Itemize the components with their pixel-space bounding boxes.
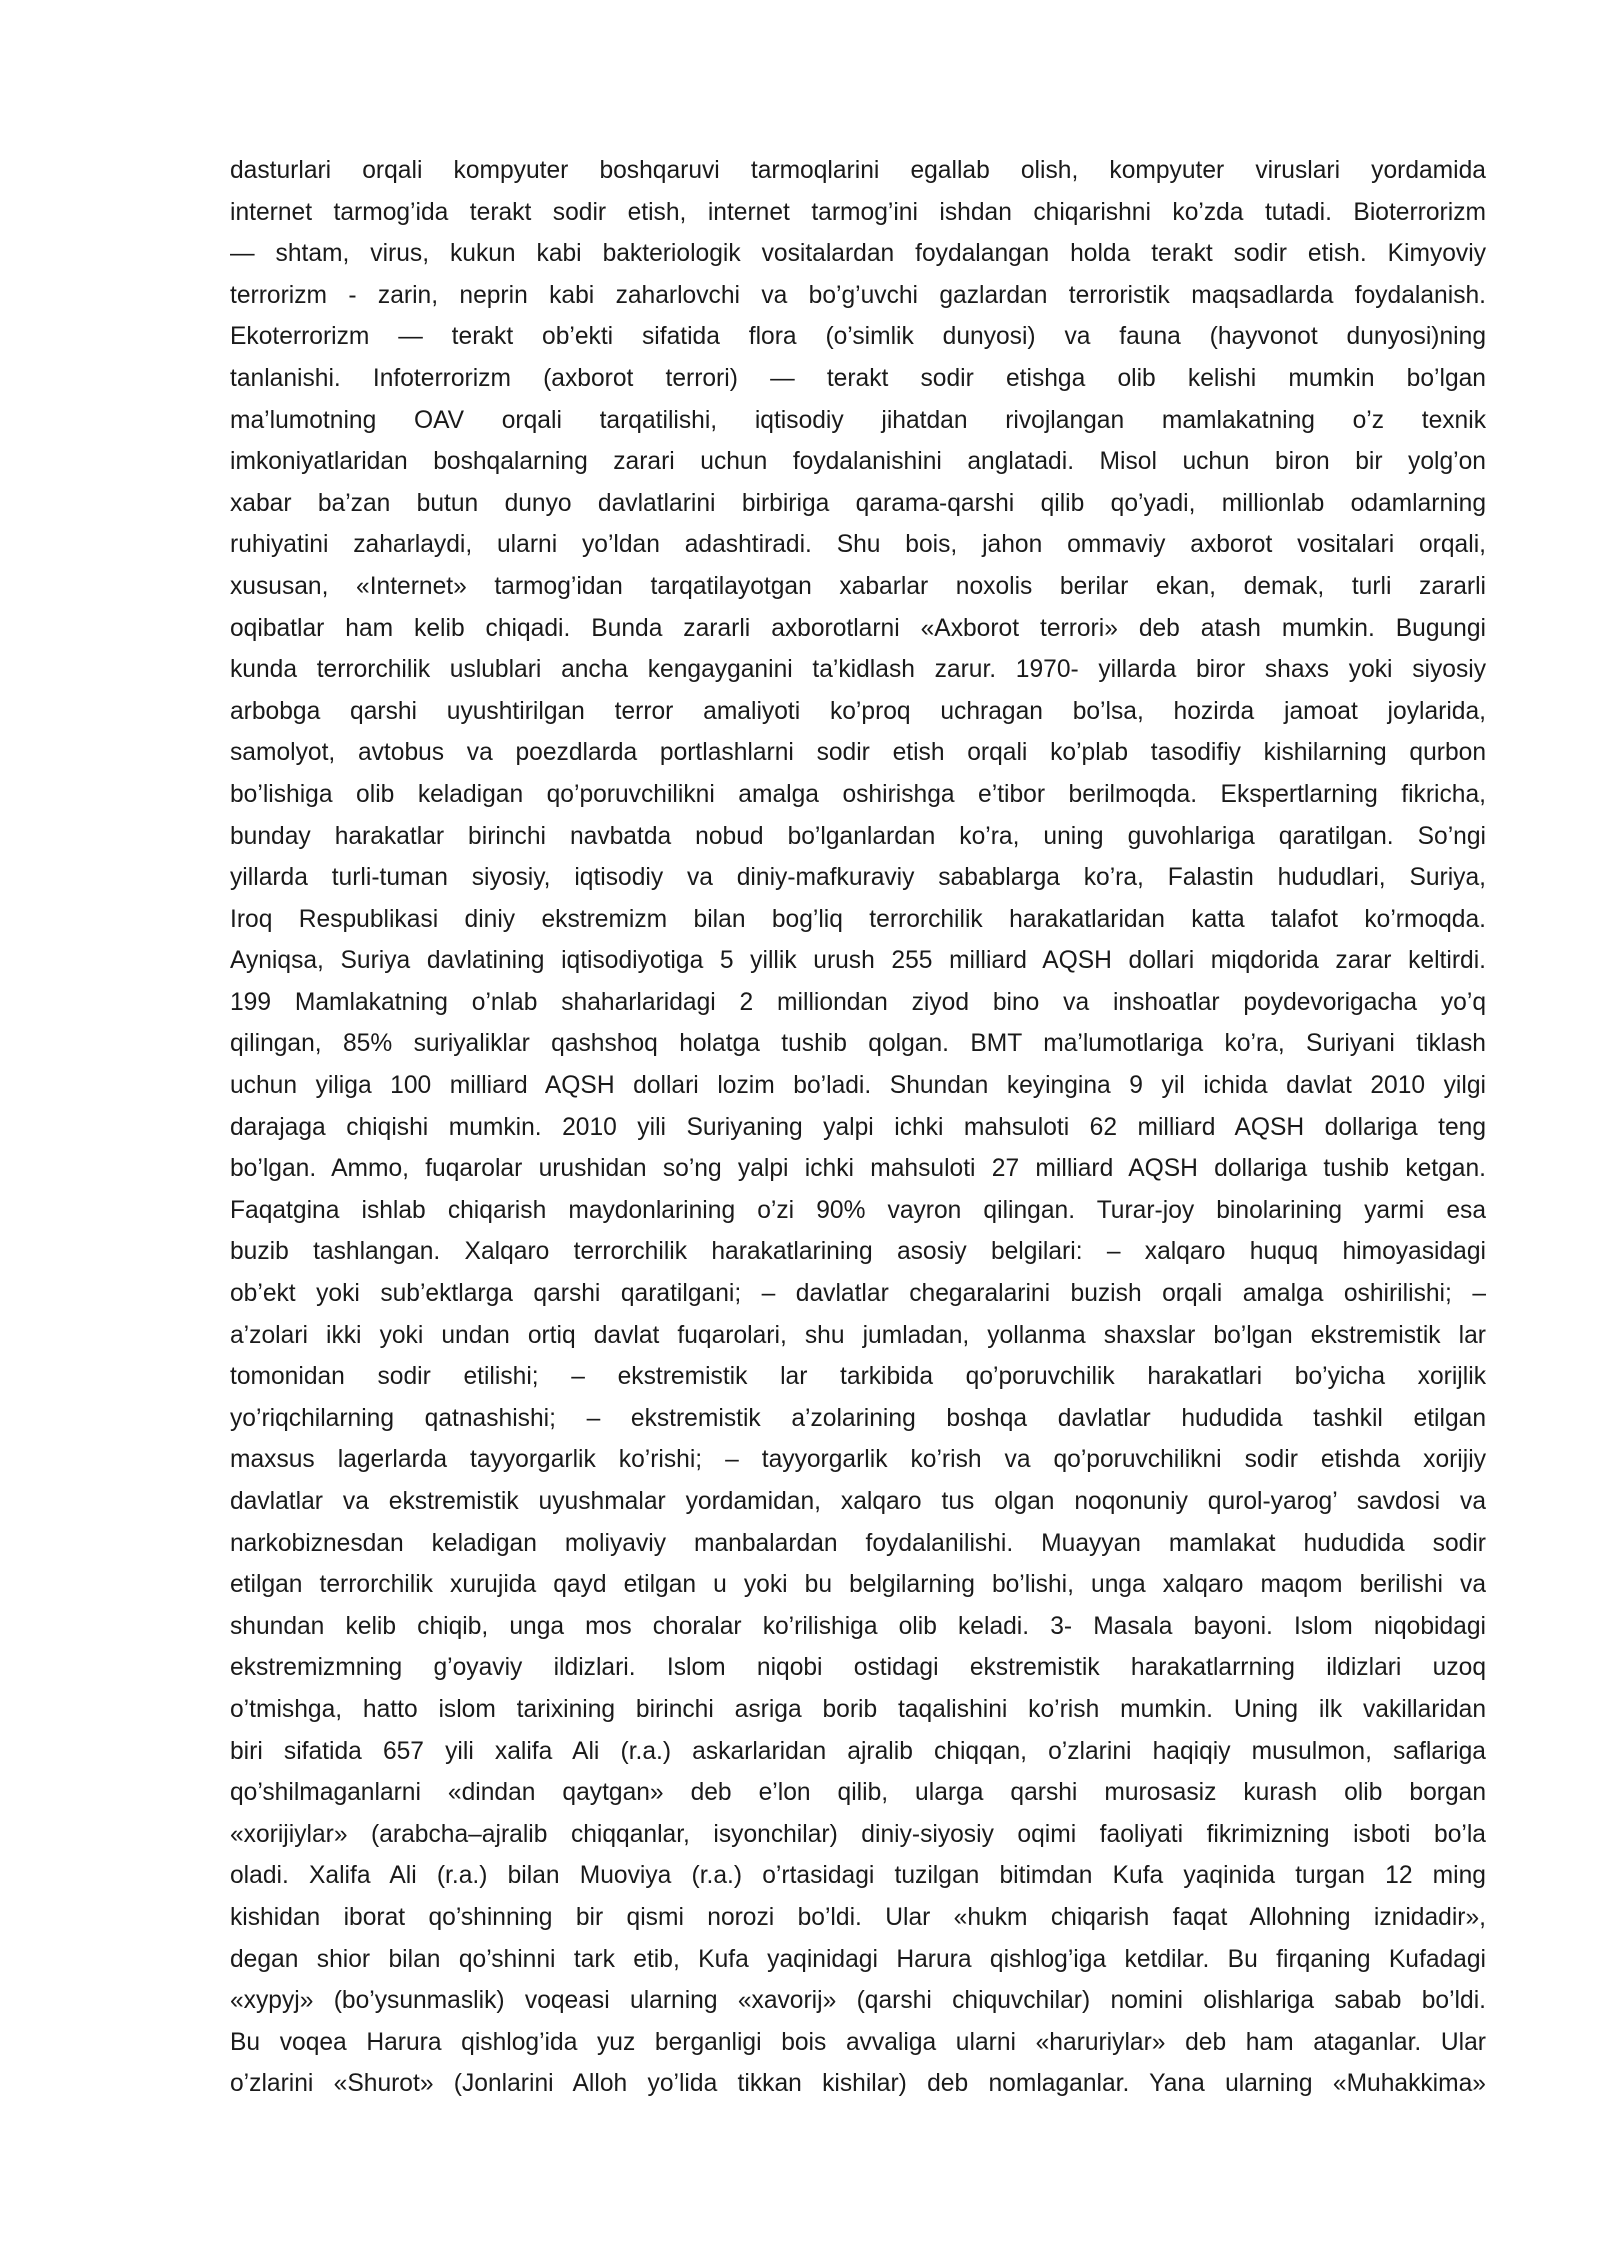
text-line: samolyot, avtobus va poezdlarda portlashlarni sodir etish orqali ko’plab tasodifiy kishilarning qurbon <box>230 739 1486 767</box>
text-line: ma’lumotning OAV orqali tarqatilishi, iqtisodiy jihatdan rivojlangan mamlakatning o’z texnik <box>230 406 1486 434</box>
text-line: bunday harakatlar birinchi navbatda nobud bo’lganlardan ko’ra, uning guvohlariga qaratilgan. So’ngi <box>230 822 1486 850</box>
text-line: tomonidan sodir etilishi; – ekstremistik lar tarkibida qo’poruvchilik harakatlari bo’yicha xorijlik <box>230 1363 1486 1391</box>
text-line: ruhiyatini zaharlaydi, ularni yo’ldan adashtiradi. Shu bois, jahon ommaviy axborot vositalari orqali, <box>230 531 1486 559</box>
text-line: Ayniqsa, Suriya davlatining iqtisodiyotiga 5 yillik urush 255 milliard AQSH dollari miqdorida zarar keltirdi. <box>230 947 1486 975</box>
text-line: bo’lgan. Ammo, fuqarolar urushidan so’ng yalpi ichki mahsuloti 27 milliard AQSH dollariga tushib ketgan. <box>230 1155 1486 1183</box>
text-line: oladi. Xalifa Ali (r.a.) bilan Muoviya (r.a.) o’rtasidagi tuzilgan bitimdan Kufa yaqinida turgan 12 ming <box>230 1862 1486 1890</box>
text-line: ekstremizmning g’oyaviy ildizlari. Islom niqobi ostidagi ekstremistik harakatlarrning ildizlari uzoq <box>230 1654 1486 1682</box>
text-line: oqibatlar ham kelib chiqadi. Bunda zararli axborotlarni «Axborot terrori» deb atash mumkin. Bugungi <box>230 614 1486 642</box>
text-line: — shtam, virus, kukun kabi bakteriologik vositalardan foydalangan holda terakt sodir etish. Kimyoviy <box>230 240 1486 268</box>
text-line: yo’riqchilarning qatnashishi; – ekstremistik a’zolarining boshqa davlatlar hududida tashkil etilgan <box>230 1404 1486 1432</box>
text-line: tanlanishi. Infoterrorizm (axborot terrori) — terakt sodir etishga olib kelishi mumkin bo’lgan <box>230 364 1486 392</box>
text-line: Iroq Respublikasi diniy ekstremizm bilan bog’liq terrorchilik harakatlaridan katta talafot ko’rmoqda. <box>230 905 1486 933</box>
text-line: terrorizm - zarin, neprin kabi zaharlovchi va bo’g’uvchi gazlardan terroristik maqsadlarda foydalanish. <box>230 281 1486 309</box>
text-line: yillarda turli-tuman siyosiy, iqtisodiy va diniy-mafkuraviy sabablarga ko’ra, Falastin hududlari, Suriya, <box>230 864 1486 892</box>
text-line: uchun yiliga 100 milliard AQSH dollari lozim bo’ladi. Shundan keyingina 9 yil ichida davlat 2010 yilgi <box>230 1072 1486 1100</box>
text-line: qo’shilmaganlarni «dindan qaytgan» deb e’lon qilib, ularga qarshi murosasiz kurash olib borgan <box>230 1779 1486 1807</box>
text-line: shundan kelib chiqib, unga mos choralar ko’rilishiga olib keladi. 3- Masala bayoni. Islom niqobidagi <box>230 1612 1486 1640</box>
text-line: «xorijiylar» (arabcha–ajralib chiqqanlar, isyonchilar) diniy-siyosiy oqimi faoliyati fikrimizning isboti bo’la <box>230 1820 1486 1848</box>
text-line: dasturlari orqali kompyuter boshqaruvi tarmoqlarini egallab olish, kompyuter viruslari yordamida <box>230 157 1486 184</box>
text-line: darajaga chiqishi mumkin. 2010 yili Suriyaning yalpi ichki mahsuloti 62 milliard AQSH dollariga teng <box>230 1113 1486 1141</box>
text-line: Faqatgina ishlab chiqarish maydonlarining o’zi 90% vayron qilingan. Turar-joy binolarining yarmi esa <box>230 1196 1486 1224</box>
text-line: bo’lishiga olib keladigan qo’poruvchilikni amalga oshirishga e’tibor berilmoqda. Ekspertlarning fikricha, <box>230 780 1486 808</box>
text-line: «xypyj» (bo’ysunmaslik) voqeasi ularning «xavorij» (qarshi chiquvchilar) nomini olishlariga sabab bo’ldi. <box>230 1987 1486 2015</box>
text-line: kishidan iborat qo’shinning bir qismi norozi bo’ldi. Ular «hukm chiqarish faqat Allohning iznidadir», <box>230 1903 1486 1931</box>
text-line: a’zolari ikki yoki undan ortiq davlat fuqarolari, shu jumladan, yollanma shaxslar bo’lgan ekstremistik lar <box>230 1321 1486 1349</box>
text-line: degan shior bilan qo’shinni tark etib, Kufa yaqinidagi Harura qishlog’iga ketdilar. Bu firqaning Kufadagi <box>230 1945 1486 1973</box>
text-line: arbobga qarshi uyushtirilgan terror amaliyoti ko’proq uchragan bo’lsa, hozirda jamoat joylarida, <box>230 697 1486 725</box>
text-line: o’tmishga, hatto islom tarixining birinchi asriga borib taqalishini ko’rish mumkin. Uning ilk vakillaridan <box>230 1695 1486 1723</box>
text-line: kunda terrorchilik uslublari ancha kengayganini ta’kidlash zarur. 1970- yillarda biror shaxs yoki siyosiy <box>230 656 1486 684</box>
text-line: davlatlar va ekstremistik uyushmalar yordamidan, xalqaro tus olgan noqonuniy qurol-yarog’ savdosi va <box>230 1488 1486 1515</box>
text-line: Bu voqea Harura qishlog’ida yuz berganligi bois avvaliga ularni «haruriylar» deb ham ataganlar. Ular <box>230 2028 1486 2056</box>
text-line: internet tarmog’ida terakt sodir etish, internet tarmog’ini ishdan chiqarishni ko’zda tutadi. Bioterrorizm <box>230 198 1486 226</box>
text-line: imkoniyatlaridan boshqalarning zarari uchun foydalanishini anglatadi. Misol uchun biron bir yolg’on <box>230 448 1486 476</box>
text-line: xabar ba’zan butun dunyo davlatlarini birbiriga qarama-qarshi qilib qo’yadi, millionlab odamlarning <box>230 489 1486 517</box>
text-line: biri sifatida 657 yili xalifa Ali (r.a.) askarlaridan ajralib chiqqan, o’zlarini haqiqiy musulmon, saflariga <box>230 1737 1486 1765</box>
text-line: 199 Mamlakatning o’nlab shaharlaridagi 2 milliondan ziyod bino va inshoatlar poydevorigacha yo’q <box>230 988 1486 1016</box>
body-paragraph <box>230 150 1486 2105</box>
text-line: xususan, «Internet» tarmog’idan tarqatilayotgan xabarlar noxolis berilar ekan, demak, turli zararli <box>230 572 1486 600</box>
text-line: o’zlarini «Shurot» (Jonlarini Alloh yo’lida tikkan kishilar) deb nomlaganlar. Yana ularning «Muhakkima» <box>230 2070 1486 2098</box>
text-line: maxsus lagerlarda tayyorgarlik ko’rishi; – tayyorgarlik ko’rish va qo’poruvchilikni sodir etishda xorijiy <box>230 1446 1486 1474</box>
text-line: Ekoterrorizm — terakt ob’ekti sifatida flora (o’simlik dunyosi) va fauna (hayvonot dunyosi)ning <box>230 323 1486 351</box>
text-line: etilgan terrorchilik xurujida qayd etilgan u yoki bu belgilarning bo’lishi, unga xalqaro maqom berilishi va <box>230 1571 1486 1599</box>
text-line: narkobiznesdan keladigan moliyaviy manbalardan foydalanilishi. Muayyan mamlakat hududida sodir <box>230 1529 1486 1557</box>
text-line: qilingan, 85% suriyaliklar qashshoq holatga tushib qolgan. BMT ma’lumotlariga ko’ra, Suriyani tiklash <box>230 1030 1486 1058</box>
text-line: ob’ekt yoki sub’ektlarga qarshi qaratilgani; – davlatlar chegaralarini buzish orqali amalga oshirilishi; – <box>230 1280 1486 1308</box>
text-line: buzib tashlangan. Xalqaro terrorchilik harakatlarining asosiy belgilari: – xalqaro huquq himoyasidagi <box>230 1238 1486 1266</box>
